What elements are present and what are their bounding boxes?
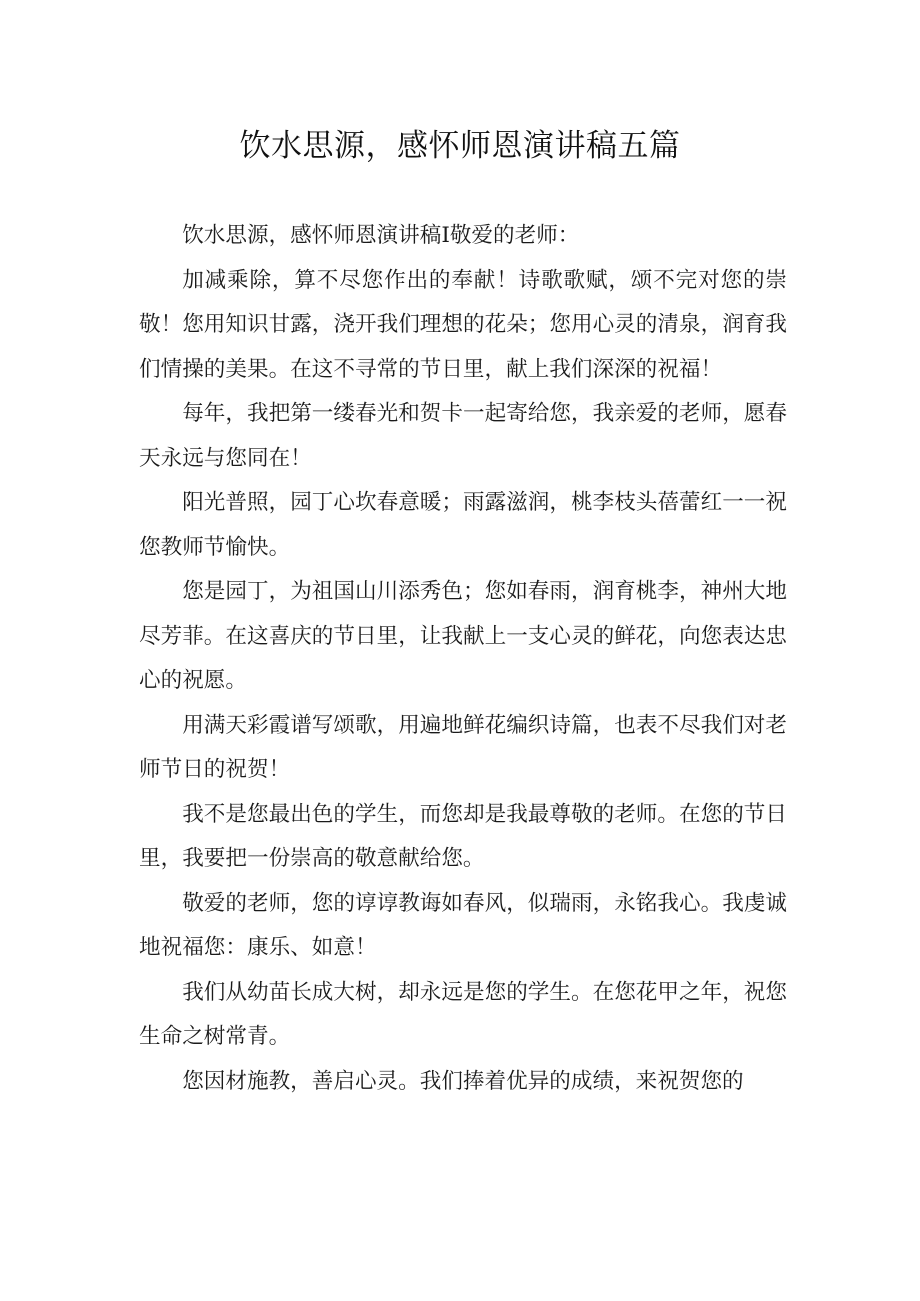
paragraph-3: 每年，我把第一缕春光和贺卡一起寄给您，我亲爱的老师，愿春天永远与您同在！: [139, 401, 787, 471]
paragraph-8: 敬爱的老师，您的谆谆教诲如春风，似瑞雨，永铭我心。我虔诚地祝福您：康乐、如意！: [139, 890, 787, 960]
paragraph-4: 阳光普照，园丁心坎春意暖；雨露滋润，桃李枝头蓓蕾红一一祝您教师节愉快。: [139, 490, 787, 560]
document-title: 饮水思源，感怀师恩演讲稿五篇: [239, 128, 681, 164]
paragraph-7: 我不是您最出色的学生，而您却是我最尊敬的老师。在您的节日里，我要把一份崇高的敬意献给您。: [139, 801, 787, 871]
paragraph-10: 您因材施教，善启心灵。我们捧着优异的成绩，来祝贺您的: [182, 1068, 744, 1094]
paragraph-5: 您是园丁，为祖国山川添秀色；您如春雨，润育桃李，神州大地尽芳菲。在这喜庆的节日里，让我献上一支心灵的鲜花，向您表达忠心的祝愿。: [139, 579, 787, 693]
paragraph-9: 我们从幼苗长成大树，却永远是您的学生。在您花甲之年，祝您生命之树常青。: [139, 979, 787, 1049]
paragraph-1: 饮水思源，感怀师恩演讲稿Ⅰ敬爱的老师：: [182, 223, 580, 248]
document-body: [139, 214, 787, 1104]
paragraph-2: 加减乘除，算不尽您作出的奉献！诗歌歌赋，颂不完对您的崇敬！您用知识甘露，浇开我们理想的花朵；您用心灵的清泉，润育我们情操的美果。在这不寻常的节日里，献上我们深深的祝福！: [139, 267, 787, 382]
paragraph-6: 用满天彩霞谱写颂歌，用遍地鲜花编织诗篇，也表不尽我们对老师节日的祝贺！: [139, 712, 787, 782]
